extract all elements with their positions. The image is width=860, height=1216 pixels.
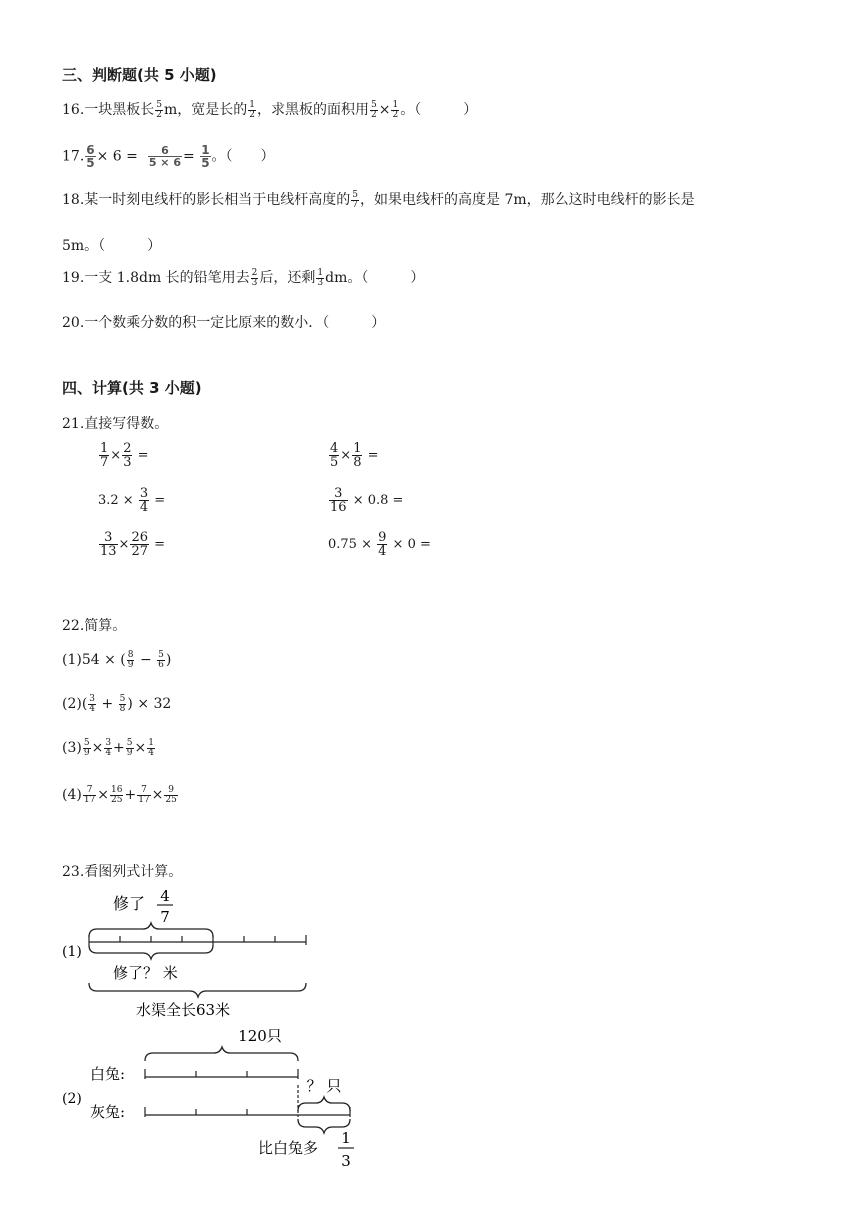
fraction: $\frac{2}{3}$ [251, 267, 258, 288]
inner-brace [89, 945, 213, 959]
figure-1-canal-diagram [60, 885, 320, 1025]
question-20: 20.一个数乘分数的积一定比原来的数小．（ ） [62, 315, 386, 331]
simplify-item-4: (4) $\frac{7}{17}$ × $\frac{16}{25}$ + $\frac{7}{17}$ × $\frac{9}{25}$ [62, 784, 177, 805]
simplify-item-3: (3) $\frac{5}{9}$ × $\frac{3}{4}$ + $\frac{5}{9}$ × $\frac{1}{4}$ [62, 737, 154, 758]
section-4-title: 四、计算(共 3 小题) [62, 379, 202, 397]
question-brace [298, 1097, 350, 1111]
gray-rabbit-label: 灰兔: [90, 1103, 126, 1121]
calc-item: 0.75 × $\frac{9}{4}$ × 0 = [328, 530, 431, 559]
question-17: 17. $\frac{6}{5}$ × 6 = $\frac{6}{5 \times 6}$ = $\frac{1}{5}$ 。（ ） [62, 143, 275, 170]
tick-marks [89, 935, 306, 945]
fraction: $\frac{1}{2}$ [392, 99, 399, 120]
fraction: $\frac{1}{5}$ [201, 143, 210, 170]
fraction-numerator: 4 [160, 887, 170, 905]
white-rabbit-label: 白兔: [90, 1065, 126, 1083]
figure-2-rabbit-diagram [60, 1025, 370, 1175]
total-length-label: 水渠全长63米 [136, 1001, 231, 1019]
fraction: $\frac{5}{2}$ [371, 99, 377, 120]
fraction-numerator: 1 [341, 1129, 351, 1147]
question-21-title: 21.直接写得数。 [62, 416, 169, 432]
question-22-title: 22.简算。 [62, 618, 127, 634]
fraction: $\frac{1}{3}$ [317, 267, 324, 288]
fraction: $\frac{6}{5}$ [86, 143, 95, 170]
top-brace [89, 923, 213, 937]
simplify-item-1: (1)54 × ( $\frac{8}{9}$ − $\frac{5}{6}$ ) [62, 649, 172, 670]
calc-item: $\frac{4}{5}$ × $\frac{1}{8}$ = [330, 441, 379, 470]
question-19: 19.一支 1.8dm 长的铅笔用去 $\frac{2}{3}$ 后，还剩 $\frac{1}{3}$ dm。（ ） [62, 267, 425, 288]
figure-label: (2) [62, 1091, 82, 1107]
fraction-denominator: 3 [341, 1152, 351, 1170]
figure-label: (1) [62, 944, 82, 960]
more-than-white-label: 比白兔多 [258, 1139, 319, 1157]
fraction-denominator: 7 [160, 908, 170, 926]
fraction: $\frac{1}{2}$ [249, 99, 256, 120]
calc-item: 3.2 × $\frac{3}{4}$ = [98, 486, 166, 515]
fraction: $\frac{5}{2}$ [156, 99, 162, 120]
calc-item: $\frac{3}{16}$ × 0.8 = [330, 486, 404, 515]
section-3-title: 三、判断题(共 5 小题) [62, 66, 217, 84]
bottom-brace [89, 983, 306, 997]
question-18-line-2: 5m。（ ） [62, 238, 162, 254]
question-18: 18.某一时刻电线杆的影长相当于电线杆高度的 $\frac{5}{7}$ ，如果电线杆的高度是 7m，那么这时电线杆的影长是 [62, 189, 695, 210]
calc-item: $\frac{1}{7}$ × $\frac{2}{3}$ = [100, 441, 149, 470]
question-23-title: 23.看图列式计算。 [62, 864, 183, 880]
fraction: $\frac{5}{7}$ [352, 189, 358, 210]
top-brace [145, 1047, 298, 1061]
simplify-item-2: (2)( $\frac{3}{4}$ + $\frac{5}{8}$ ) × 32 [62, 693, 172, 714]
question-count-label: ？ 只 [306, 1077, 342, 1095]
repaired-meters-label: 修了？ 米 [113, 964, 178, 982]
calc-item: $\frac{3}{13}$ × $\frac{26}{27}$ = [100, 530, 166, 559]
white-rabbit-count-label: 120只 [238, 1027, 282, 1045]
question-16: 16.一块黑板长 $\frac{5}{2}$ m，宽是长的 $\frac{1}{2}$ ，求黑板的面积用 $\frac{5}{2}$ × $\frac{1}{2}$ 。（ ） [62, 99, 478, 120]
fraction: $\frac{6}{5 \times 6}$ [148, 144, 181, 169]
repaired-label: 修了 [113, 894, 146, 913]
